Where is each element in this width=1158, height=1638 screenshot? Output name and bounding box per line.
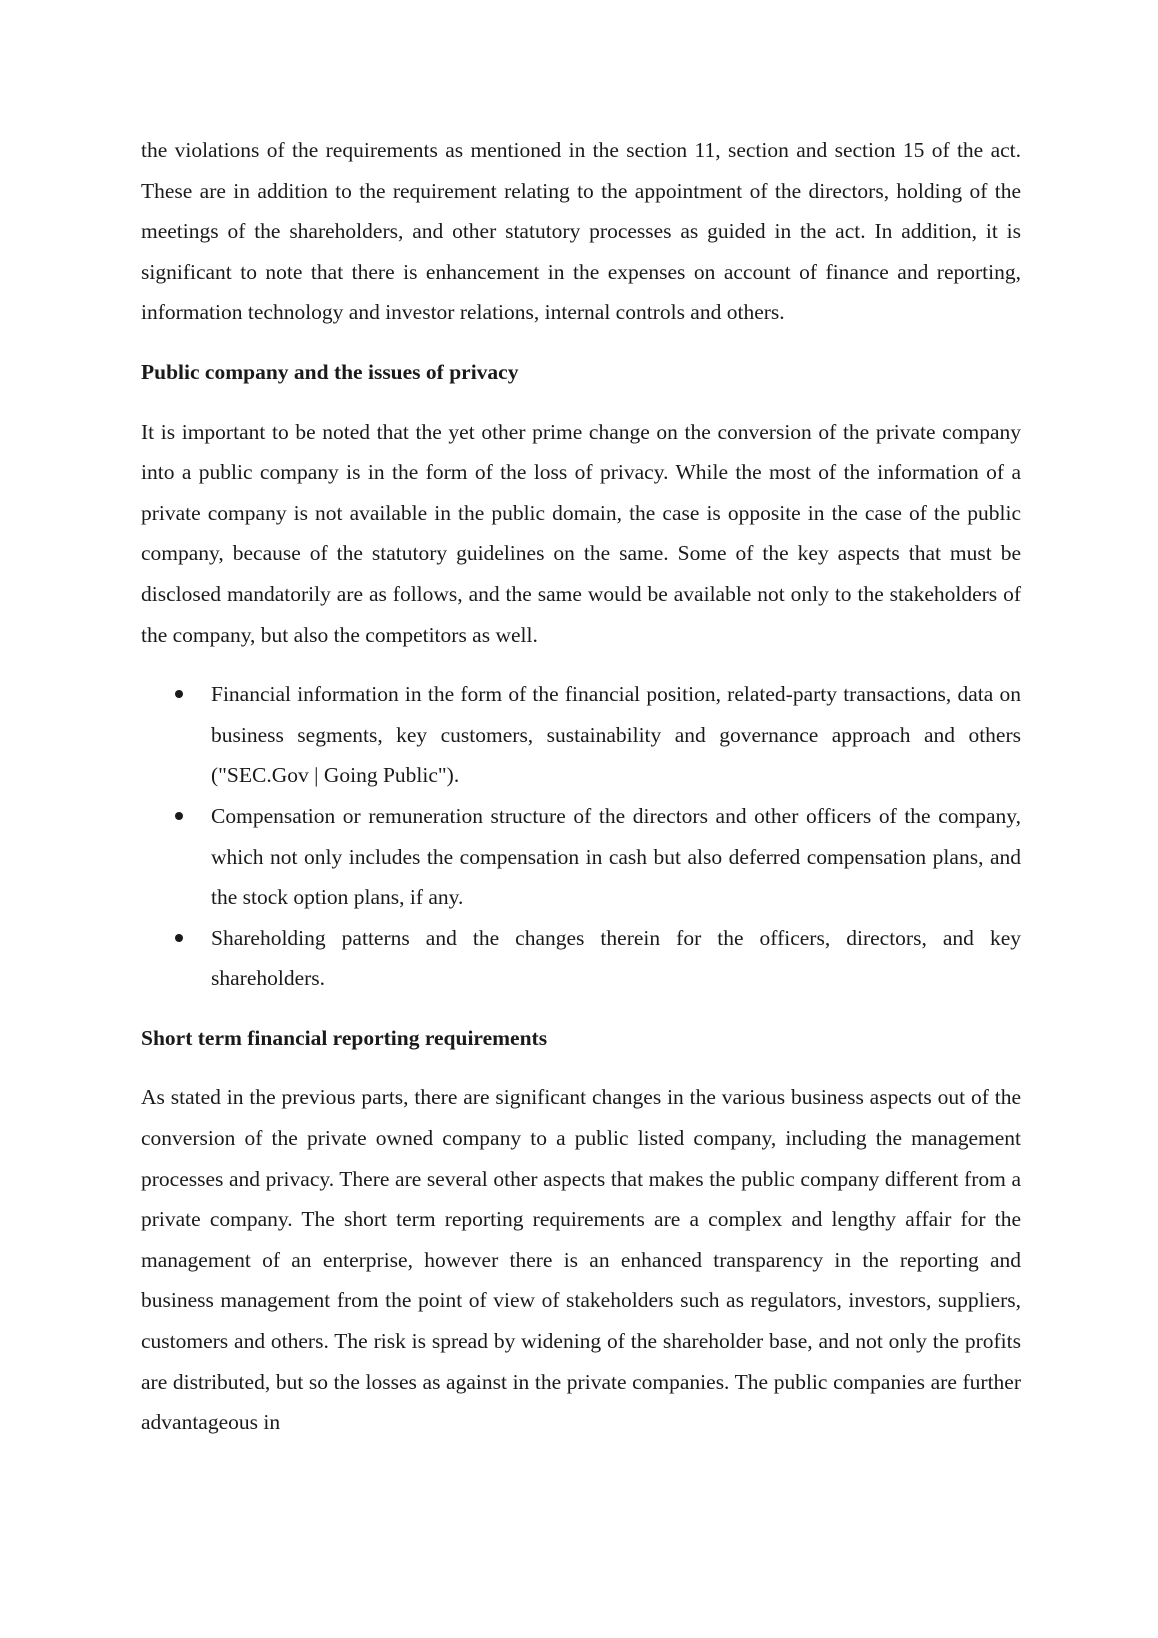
list-item (141, 796, 1021, 918)
bullet-icon (175, 690, 183, 698)
list-item-text: Shareholding patterns and the changes therein for the officers, directors, and key shareholders. (211, 925, 1021, 991)
list-item-text: Compensation or remuneration structure of the directors and other officers of the company, which not only includes the compensation in cash but also deferred compensation plans, and the stock option plans, if any. (211, 803, 1021, 910)
paragraph-violations: the violations of the requirements as mentioned in the section 11, section and section 15 of the act. These are in addition to the requirement relating to the appointment of the directors, holding of the meetings of the shareholders, and other statutory processes as guided in the act. In addition, it is significant to note that there is enhancement in the expenses on account of finance and reporting, information technology and investor relations, internal controls and others. (141, 138, 1021, 325)
bullet-icon (175, 934, 183, 942)
list-item-text: Financial information in the form of the financial position, related-party transactions, data on business segments, key customers, sustainability and governance approach and others ("SEC.Gov | Going Public"). (211, 682, 1021, 788)
paragraph-short-term-reporting: As stated in the previous parts, there are significant changes in the various business aspects out of the conversion of the private owned company to a public listed company, including the management processes and privacy. There are several other aspects that makes the public company different from a private company. The short term reporting requirements are a complex and lengthy affair for the management of an enterprise, however there is an enhanced transparency in the reporting and business management from the point of view of stakeholders such as regulators, investors, suppliers, customers and others. The risk is spread by widening of the shareholder base, and not only the profits are distributed, but so the losses as against in the private companies. The public companies are further advantageous in (141, 1085, 1021, 1435)
document-page (141, 130, 1021, 1443)
paragraph-privacy: It is important to be noted that the yet other prime change on the conversion of the private company into a public company is in the form of the loss of privacy. While the most of the information of a private company is not available in the public domain, the case is opposite in the case of the public company, because of the statutory guidelines on the same. Some of the key aspects that must be disclosed mandatorily are as follows, and the same would be available not only to the stakeholders of the company, but also the competitors as well. (141, 419, 1021, 647)
disclosure-bullet-list (141, 674, 1021, 999)
list-item (141, 674, 1021, 796)
list-item (141, 918, 1021, 999)
heading-short-term-reporting: Short term financial reporting requirements (141, 1025, 548, 1050)
bullet-icon (175, 812, 183, 820)
heading-privacy: Public company and the issues of privacy (141, 359, 519, 384)
